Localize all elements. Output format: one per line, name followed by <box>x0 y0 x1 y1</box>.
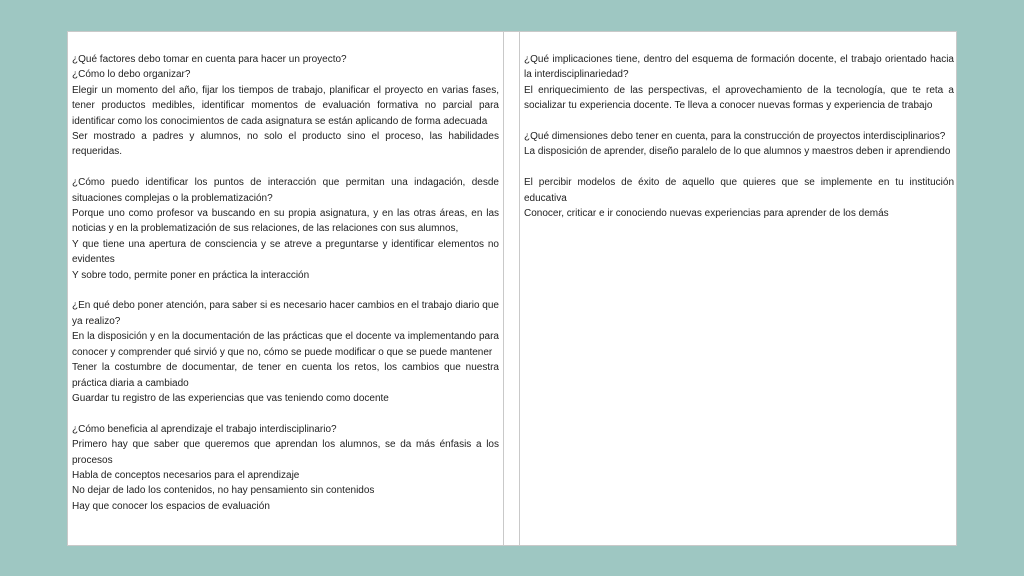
paragraph: ¿En qué debo poner atención, para saber si es necesario hacer cambios en el trabajo diario que ya realizo? <box>72 300 499 327</box>
paragraph: Porque uno como profesor va buscando en su propia asignatura, y en las otras áreas, en las noticias y en la problematización de sus relaciones, de las relaciones con sus alumnos, <box>72 208 499 235</box>
paragraph: Y que tiene una apertura de consciencia y se atreve a preguntarse y identificar elementos no evidentes <box>72 238 499 266</box>
paragraph: La disposición de aprender, diseño paralelo de lo que alumnos y maestros deben ir aprendiendo <box>524 146 951 158</box>
paragraph: En la disposición y en la documentación de las prácticas que el docente va implementando para conocer y comprender qué sirvió y que no, cómo se puede modificar o que se puede mantener <box>72 331 499 358</box>
paragraph: ¿Qué implicaciones tiene, dentro del esquema de formación docente, el trabajo orientado hacia la interdisciplinariedad? <box>524 54 954 81</box>
spacer <box>524 114 954 129</box>
paragraph: Hay que conocer los espacios de evaluación <box>72 500 270 512</box>
paragraph: Guardar tu registro de las experiencias que vas teniendo como docente <box>72 392 389 404</box>
paragraph: Primero hay que saber que queremos que aprendan los alumnos, se da más énfasis a los procesos <box>72 439 499 466</box>
paragraph: Conocer, criticar e ir conociendo nuevas experiencias para aprender de los demás <box>524 208 889 220</box>
paragraph: Elegir un momento del año, fijar los tiempos de trabajo, planificar el proyecto en varias fases, tener productos medibles, identificar momentos de evaluación formativa no parcial para identificar como los conocimientos de cada asignatura se están aplicando de forma adecuada <box>72 84 499 127</box>
paragraph: Ser mostrado a padres y alumnos, no solo el producto sino el proceso, las habilidades requeridas. <box>72 131 499 158</box>
paragraph: No dejar de lado los contenidos, no hay pensamiento sin contenidos <box>72 485 375 497</box>
right-column <box>520 32 958 545</box>
paragraph: ¿Qué dimensiones debo tener en cuenta, para la construcción de proyectos interdisciplinarios? <box>524 131 946 143</box>
spacer <box>72 406 499 421</box>
paragraph: Tener la costumbre de documentar, de tener en cuenta los retos, los cambios que nuestra práctica diaria a cambiado <box>72 362 499 389</box>
paragraph: ¿Qué factores debo tomar en cuenta para hacer un proyecto? <box>72 54 347 65</box>
spacer <box>72 160 499 175</box>
paragraph: El percibir modelos de éxito de aquello que quieres que se implemente en tu institución educativa <box>524 177 954 204</box>
paragraph: ¿Cómo beneficia al aprendizaje el trabajo interdisciplinario? <box>72 423 337 435</box>
content-table <box>67 31 957 546</box>
paragraph: Y sobre todo, permite poner en práctica la interacción <box>72 269 310 281</box>
column-divider <box>503 32 520 545</box>
paragraph: ¿Cómo puedo identificar los puntos de interacción que permitan una indagación, desde situaciones complejas o la problematización? <box>72 177 499 204</box>
paragraph: ¿Cómo lo debo organizar? <box>72 69 191 81</box>
spacer <box>524 160 954 175</box>
paragraph: El enriquecimiento de las perspectivas, el aprovechamiento de la tecnología, que te reta a socializar tu experiencia docente. Te lleva a conocer nuevas formas y experiencia de trabajo <box>524 84 954 112</box>
left-column <box>68 32 503 545</box>
spacer <box>72 283 499 298</box>
paragraph: Habla de conceptos necesarios para el aprendizaje <box>72 469 300 481</box>
